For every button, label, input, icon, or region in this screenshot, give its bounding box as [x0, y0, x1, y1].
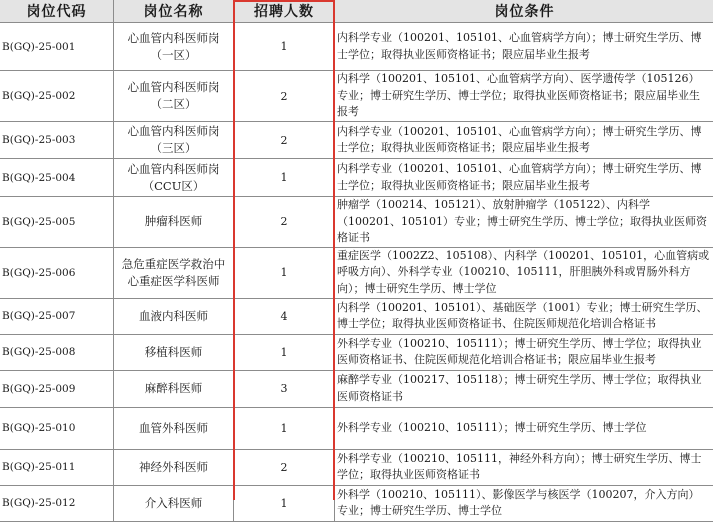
cell-name: 心血管内科医师岗（一区）: [114, 23, 234, 71]
cell-count: 2: [234, 122, 335, 159]
cell-code: B(GQ)-25-004: [0, 159, 114, 197]
cell-code: B(GQ)-25-001: [0, 23, 114, 71]
cell-count: 1: [234, 247, 335, 298]
header-conditions: 岗位条件: [335, 0, 713, 23]
header-row: [0, 0, 713, 23]
table-row: [0, 247, 713, 298]
table-row: [0, 449, 713, 485]
cell-count: 1: [234, 485, 335, 521]
cell-count: 2: [234, 197, 335, 248]
cell-count: 3: [234, 370, 335, 407]
cell-name: 肿瘤科医师: [114, 197, 234, 248]
cell-conditions: 内科学专业（100201、105101、心血管病学方向）；博士研究生学历、博士学位；取得执业医师资格证书；限应届毕业生报考: [335, 159, 713, 197]
cell-name: 心血管内科医师岗（CCU区）: [114, 159, 234, 197]
table-row: [0, 122, 713, 159]
cell-count: 1: [234, 407, 335, 449]
cell-conditions: 外科学专业（100210、105111）；博士研究生学历、博士学位: [335, 407, 713, 449]
header-code: 岗位代码: [0, 0, 114, 23]
cell-name: 心血管内科医师岗（三区）: [114, 122, 234, 159]
cell-name: 介入科医师: [114, 485, 234, 521]
header-count: 招聘人数: [234, 0, 335, 23]
cell-code: B(GQ)-25-009: [0, 370, 114, 407]
cell-conditions: 外科学专业（100210、105111）；博士研究生学历、博士学位；取得执业医师资格证书、住院医师规范化培训合格证书；限应届毕业生报考: [335, 334, 713, 370]
cell-code: B(GQ)-25-005: [0, 197, 114, 248]
cell-name: 移植科医师: [114, 334, 234, 370]
cell-name: 心血管内科医师岗（二区）: [114, 71, 234, 122]
table-row: [0, 23, 713, 71]
cell-name: 血管外科医师: [114, 407, 234, 449]
cell-name: 急危重症医学救治中心重症医学科医师: [114, 247, 234, 298]
cell-conditions: 内科学（100201、105101、心血管病学方向）、医学遗传学（105126）专业；博士研究生学历、博士学位；取得执业医师资格证书；限应届毕业生报考: [335, 71, 713, 122]
cell-name: 血液内科医师: [114, 298, 234, 334]
cell-conditions: 内科学（100201、105101）、基础医学（1001）专业；博士研究生学历、博士学位；取得执业医师资格证书、住院医师规范化培训合格证书: [335, 298, 713, 334]
table-row: [0, 159, 713, 197]
cell-conditions: 重症医学（1002Z2、105108）、内科学（100201、105101，心血管病或呼吸方向）、外科学专业（100210、105111，肝胆胰外科或胃肠外科方向）；博士研究生学历、博士学位: [335, 247, 713, 298]
cell-count: 1: [234, 23, 335, 71]
cell-code: B(GQ)-25-007: [0, 298, 114, 334]
table-row: [0, 197, 713, 248]
cell-count: 4: [234, 298, 335, 334]
cell-count: 2: [234, 71, 335, 122]
table-row: [0, 407, 713, 449]
cell-code: B(GQ)-25-010: [0, 407, 114, 449]
cell-count: 1: [234, 159, 335, 197]
table-row: [0, 298, 713, 334]
cell-code: B(GQ)-25-011: [0, 449, 114, 485]
cell-code: B(GQ)-25-002: [0, 71, 114, 122]
cell-conditions: 外科学专业（100210、105111，神经外科方向）；博士研究生学历、博士学位；取得执业医师资格证书: [335, 449, 713, 485]
cell-code: B(GQ)-25-003: [0, 122, 114, 159]
table-row: [0, 334, 713, 370]
cell-code: B(GQ)-25-006: [0, 247, 114, 298]
cell-name: 麻醉科医师: [114, 370, 234, 407]
cell-conditions: 内科学专业（100201、105101、心血管病学方向）；博士研究生学历、博士学位；取得执业医师资格证书；限应届毕业生报考: [335, 23, 713, 71]
table-row: [0, 370, 713, 407]
cell-name: 神经外科医师: [114, 449, 234, 485]
table-row: [0, 485, 713, 521]
cell-code: B(GQ)-25-012: [0, 485, 114, 521]
cell-code: B(GQ)-25-008: [0, 334, 114, 370]
table-row: [0, 71, 713, 122]
cell-count: 1: [234, 334, 335, 370]
cell-conditions: 麻醉学专业（100217、105118）；博士研究生学历、博士学位；取得执业医师资格证书: [335, 370, 713, 407]
header-name: 岗位名称: [114, 0, 234, 23]
cell-count: 2: [234, 449, 335, 485]
cell-conditions: 肿瘤学（100214、105121）、放射肿瘤学（105122）、内科学（100201、105101）专业；博士研究生学历、博士学位；取得执业医师资格证书: [335, 197, 713, 248]
cell-conditions: 外科学（100210、105111）、影像医学与核医学（100207，介入方向）专业；博士研究生学历、博士学位: [335, 485, 713, 521]
cell-conditions: 内科学专业（100201、105101、心血管病学方向）；博士研究生学历、博士学位；取得执业医师资格证书；限应届毕业生报考: [335, 122, 713, 159]
